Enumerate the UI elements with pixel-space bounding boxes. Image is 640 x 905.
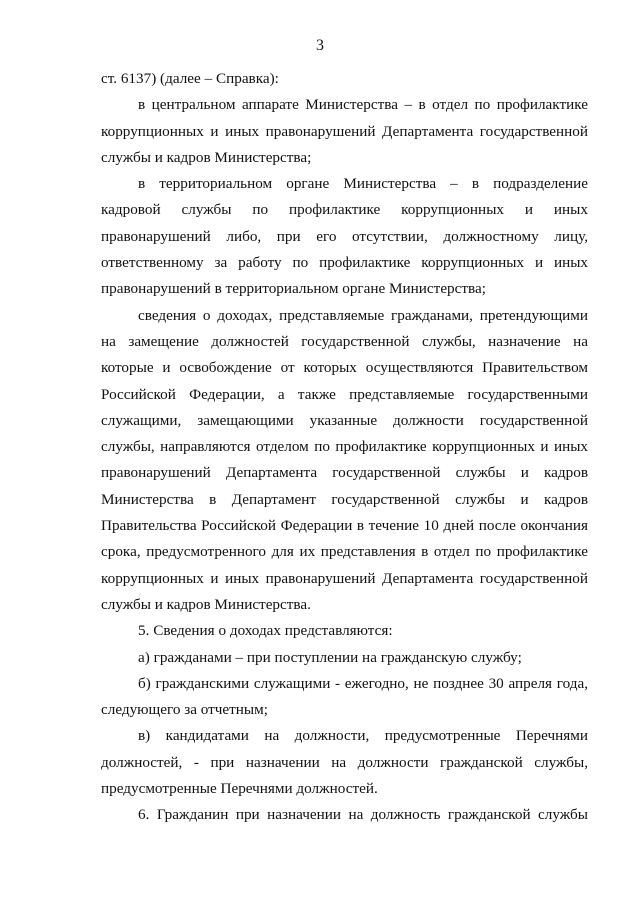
paragraph-item-b: б) гражданскими служащими - ежегодно, не позднее 30 апреля года, следующего за отчетным; bbox=[101, 674, 588, 719]
paragraph-continuation: ст. 6137) (далее – Справка): bbox=[101, 70, 279, 87]
paragraph-section-5-heading: 5. Сведения о доходах представляются: bbox=[138, 622, 393, 640]
paragraph-item-a: а) гражданами – при поступлении на гражданскую службу; bbox=[138, 648, 522, 666]
document-body bbox=[101, 66, 588, 829]
paragraph-item-v: в) кандидатами на должности, предусмотренные Перечнями должностей, - при назначении на должности гражданской службы, предусмотренные Перечнями должностей. bbox=[101, 727, 588, 798]
paragraph-central-apparatus: в центральном аппарате Министерства – в отдел по профилактике коррупционных и иных правонарушений Департамента государственной службы и кадров Министерства; bbox=[101, 96, 588, 166]
paragraph-income-information: сведения о доходах, представляемые гражданами, претендующими на замещение должностей государственной службы, назначение на которые и освобождение от которых осуществляются Правительством Российской Федерации, а также представляемые государственными служащими, замещающими указанные должности государственной службы, направляются отделом по профилактике коррупционных и иных правонарушений Департамента государственной службы и кадров Министерства в Департамент государственной службы и кадров Правительства Российской Федерации в течение 10 дней после окончания срока, предусмотренного для их представления в отдел по профилактике коррупционных и иных правонарушений Департамента государственной службы и кадров Министерства. bbox=[101, 306, 588, 613]
paragraph-territorial-body: в территориальном органе Министерства – в подразделение кадровой службы по профилактике коррупционных и иных правонарушений либо, при его отсутствии, должностному лицу, ответственному за работу по профилактике коррупционных и иных правонарушений в территориальном органе Министерства; bbox=[101, 175, 588, 298]
page-number: 3 bbox=[316, 37, 324, 54]
paragraph-section-6-start: 6. Гражданин при назначении на должность гражданской службы bbox=[138, 806, 588, 824]
